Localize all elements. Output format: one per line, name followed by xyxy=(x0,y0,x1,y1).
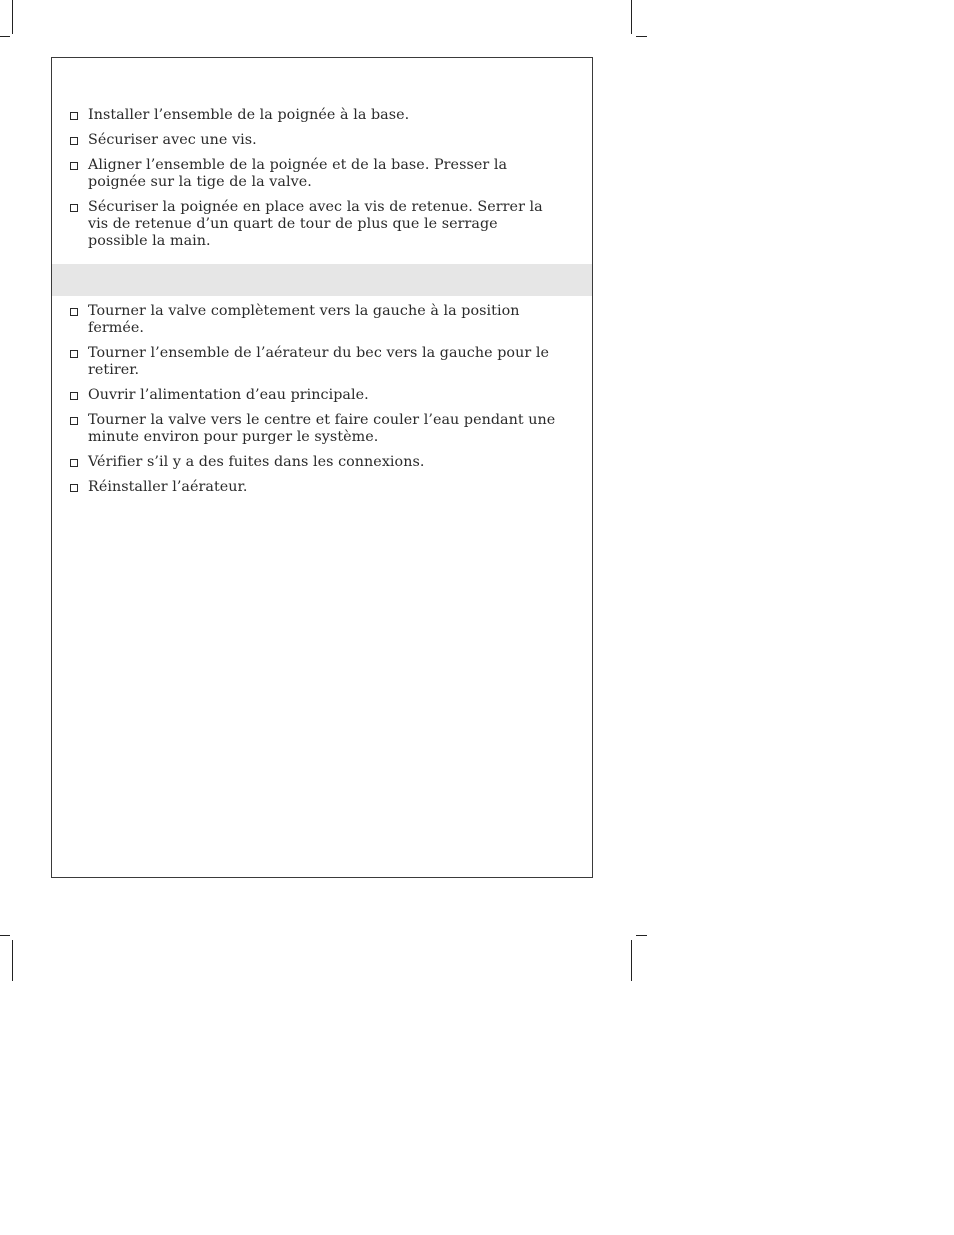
crop-mark-bottom-right-vertical xyxy=(631,940,632,981)
flush-system-section xyxy=(52,303,592,504)
crop-mark-top-left-horizontal xyxy=(0,36,10,37)
step-item xyxy=(52,132,558,149)
step-item xyxy=(52,387,558,404)
step-text: Vérifier s’il y a des fuites dans les connexions. xyxy=(88,454,425,470)
checkbox-square-icon xyxy=(70,308,78,316)
step-text: Sécuriser avec une vis. xyxy=(88,132,257,148)
checkbox-square-icon xyxy=(70,417,78,425)
handle-installation-steps xyxy=(52,107,592,250)
crop-mark-bottom-right-horizontal xyxy=(636,935,647,936)
checkbox-square-icon xyxy=(70,350,78,358)
step-item xyxy=(52,479,558,496)
step-item xyxy=(52,345,558,379)
step-text: Installer l’ensemble de la poignée à la base. xyxy=(88,107,410,123)
step-text: Tourner la valve vers le centre et faire couler l’eau pendant une minute environ pour purger le système. xyxy=(88,412,556,445)
step-item xyxy=(52,199,558,250)
flush-system-steps xyxy=(52,303,592,496)
checkbox-square-icon xyxy=(70,484,78,492)
instruction-panel xyxy=(51,57,593,878)
checkbox-square-icon xyxy=(70,162,78,170)
checkbox-square-icon xyxy=(70,459,78,467)
crop-mark-top-left-vertical xyxy=(12,0,13,34)
checkbox-square-icon xyxy=(70,137,78,145)
step-text: Ouvrir l’alimentation d’eau principale. xyxy=(88,387,369,403)
crop-mark-top-right-horizontal xyxy=(636,36,647,37)
step-item xyxy=(52,454,558,471)
step-text: Tourner l’ensemble de l’aérateur du bec vers la gauche pour le retirer. xyxy=(88,345,549,378)
step-item xyxy=(52,412,558,446)
step-text: Sécuriser la poignée en place avec la vis de retenue. Serrer la vis de retenue d’un quart de tour de plus que le serrage possible la main. xyxy=(88,199,543,249)
step-item xyxy=(52,303,558,337)
checkbox-square-icon xyxy=(70,392,78,400)
handle-installation-section xyxy=(52,107,592,258)
step-text: Aligner l’ensemble de la poignée et de la base. Presser la poignée sur la tige de la valve. xyxy=(88,157,508,190)
step-text: Réinstaller l’aérateur. xyxy=(88,479,248,495)
crop-mark-bottom-left-vertical xyxy=(12,940,13,981)
checkbox-square-icon xyxy=(70,204,78,212)
checkbox-square-icon xyxy=(70,112,78,120)
step-item xyxy=(52,107,558,124)
section-header-band xyxy=(52,264,592,296)
crop-mark-bottom-left-horizontal xyxy=(0,935,10,936)
crop-mark-top-right-vertical xyxy=(631,0,632,34)
step-item xyxy=(52,157,558,191)
step-text: Tourner la valve complètement vers la gauche à la position fermée. xyxy=(88,303,520,336)
